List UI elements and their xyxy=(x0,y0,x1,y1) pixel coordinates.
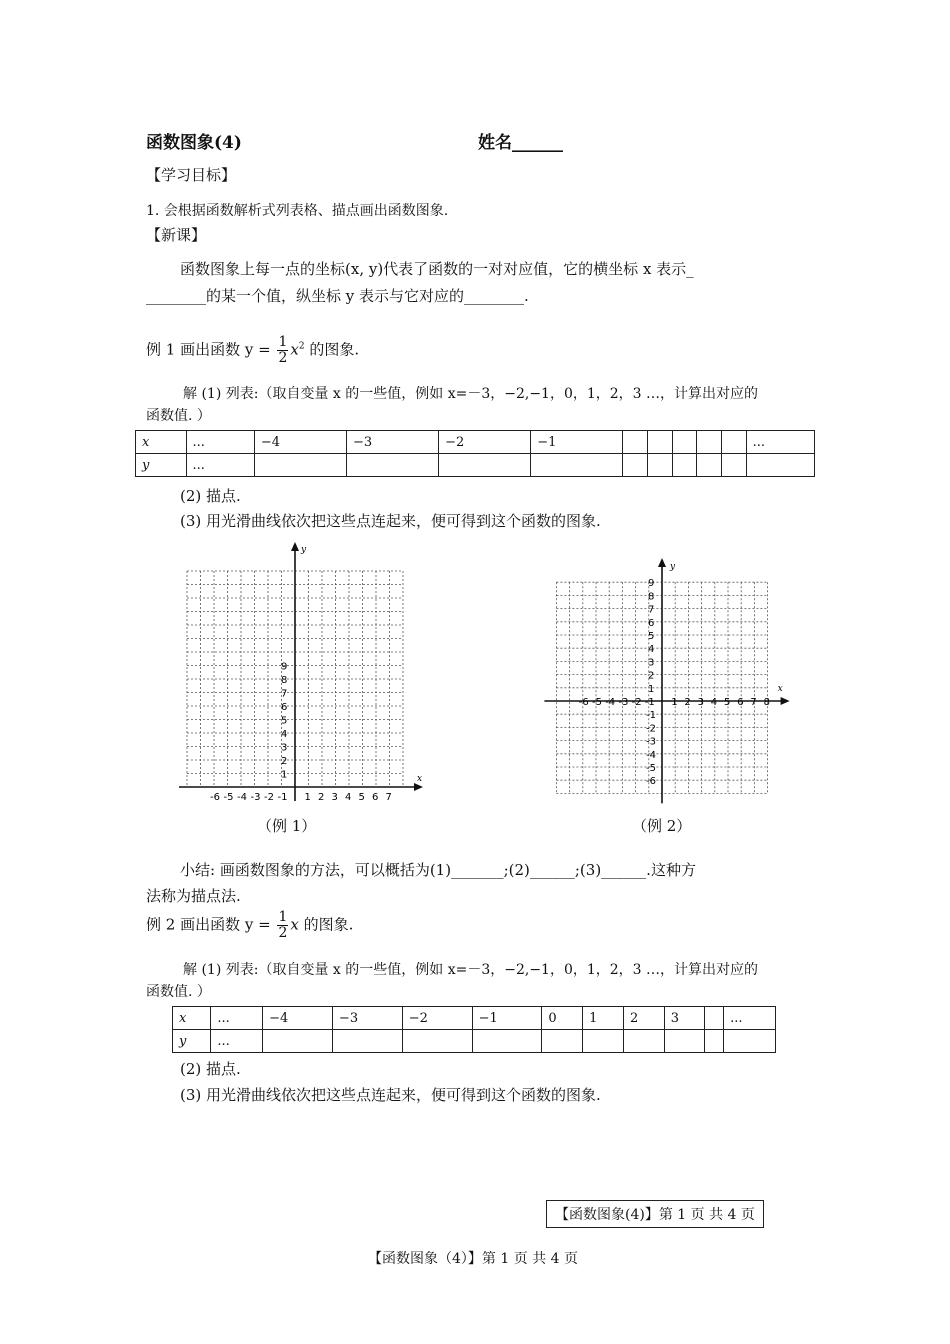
example1-fraction xyxy=(277,335,288,366)
y-axis-label: y xyxy=(670,562,676,572)
table-cell xyxy=(623,454,648,477)
graph2-caption: （例 2） xyxy=(632,817,692,835)
example1-title xyxy=(146,335,359,366)
table-cell xyxy=(697,454,722,477)
table-cell: −1 xyxy=(531,431,623,454)
table-cell xyxy=(254,454,346,477)
objective-item: 1. 会根据函数解析式列表格、描点画出函数图象. xyxy=(146,203,449,219)
x-tick-label: -4 xyxy=(237,792,247,803)
page-footer-box: 【函数图象(4)】第 1 页 共 4 页 xyxy=(546,1200,764,1228)
example2-step2: (2) 描点. xyxy=(180,1060,241,1078)
page-footer: 【函数图象（4）】第 1 页 共 4 页 xyxy=(368,1251,578,1267)
x-tick-label: -3 xyxy=(250,792,261,803)
table-cell xyxy=(402,1030,472,1053)
example1-step3: (3) 用光滑曲线依次把这些点连起来，便可得到这个函数的图象. xyxy=(180,512,601,530)
example1-value-table xyxy=(135,430,815,477)
x-axis-label: x xyxy=(417,774,423,784)
y-tick-label: 5 xyxy=(281,715,288,727)
x-tick-label: 8 xyxy=(763,697,770,708)
example2-label: 例 2 画出函数 y = xyxy=(146,915,271,934)
table-row-x xyxy=(173,1007,776,1030)
page-title: 函数图象(4) xyxy=(146,133,242,153)
x-tick-label: -3 xyxy=(618,697,629,708)
y-axis-arrow xyxy=(291,542,299,551)
x-axis-arrow xyxy=(781,697,790,705)
table-cell: y xyxy=(136,454,187,477)
y-tick-label: 3 xyxy=(281,742,288,754)
example1-step1-line1: 解 (1) 列表:（取自变量 x 的一些值，例如 x=－3，−2,−1，0，1，2，3 …，计算出对应的 xyxy=(183,386,759,402)
table-cell xyxy=(697,431,722,454)
table-cell: ... xyxy=(186,454,254,477)
y-tick-label: -2 xyxy=(646,723,656,735)
y-tick-label: 7 xyxy=(648,604,655,616)
table-cell xyxy=(623,1030,664,1053)
table-row-y xyxy=(136,454,815,477)
y-tick-label: 5 xyxy=(648,631,655,642)
new-lesson-heading: 【新课】 xyxy=(146,226,207,244)
table-row-y xyxy=(173,1030,776,1053)
table-cell: −4 xyxy=(254,431,346,454)
graph-grid-example2 xyxy=(540,555,800,805)
y-tick-label: 2 xyxy=(648,670,655,682)
table-row-x xyxy=(136,431,815,454)
x-tick-label: 7 xyxy=(750,697,757,708)
table-cell xyxy=(347,454,439,477)
x-tick-label: -1 xyxy=(644,697,655,708)
example2-fraction xyxy=(277,910,288,941)
table-cell: ... xyxy=(746,431,814,454)
frac-numerator: 1 xyxy=(278,334,288,350)
example2-variable: x xyxy=(290,915,299,934)
x-tick-label: -5 xyxy=(592,697,602,708)
x-axis-label: x xyxy=(777,684,783,694)
table-cell xyxy=(648,454,673,477)
x-tick-label: 3 xyxy=(331,792,338,803)
x-tick-label: 4 xyxy=(345,792,352,803)
y-tick-label: 1 xyxy=(281,769,288,781)
table-cell xyxy=(623,431,648,454)
table-cell: −2 xyxy=(402,1007,472,1030)
table-cell xyxy=(672,454,697,477)
summary-line2: 法称为描点法. xyxy=(146,887,241,905)
frac-denominator: 2 xyxy=(278,925,288,941)
x-tick-label: -2 xyxy=(264,792,274,803)
name-label: 姓名______ xyxy=(478,133,563,153)
y-tick-label: 8 xyxy=(648,591,655,603)
table-cell: −3 xyxy=(332,1007,402,1030)
y-tick-label: 9 xyxy=(648,578,655,590)
example1-step1-line2: 函数值. ） xyxy=(146,408,211,424)
y-tick-label: 4 xyxy=(281,729,288,740)
x-axis-arrow xyxy=(414,783,423,791)
table-cell xyxy=(672,431,697,454)
y-tick-label: 7 xyxy=(281,688,288,700)
example1-variable: x xyxy=(290,340,299,359)
x-tick-label: -1 xyxy=(277,792,288,803)
table-cell: x xyxy=(136,431,187,454)
x-tick-label: -6 xyxy=(578,697,589,708)
y-tick-label: 3 xyxy=(648,657,655,669)
example2-step1-line2: 函数值. ） xyxy=(146,984,211,1000)
y-tick-label: 6 xyxy=(648,617,655,629)
y-tick-label: -5 xyxy=(646,763,656,774)
table-cell xyxy=(542,1030,583,1053)
x-tick-label: -5 xyxy=(223,792,234,803)
new-lesson-line1: 函数图象上每一点的坐标(x, y)代表了函数的一对对应值，它的横坐标 x 表示_ xyxy=(180,260,694,278)
x-tick-label: 6 xyxy=(372,792,379,803)
x-tick-label: 6 xyxy=(737,697,744,708)
table-cell xyxy=(664,1030,705,1053)
table-cell xyxy=(583,1030,624,1053)
graph-grid-example1 xyxy=(170,540,423,805)
table-cell: ... xyxy=(211,1007,263,1030)
example2-value-table xyxy=(172,1006,776,1053)
table-cell xyxy=(531,454,623,477)
table-cell xyxy=(648,431,673,454)
x-tick-label: 5 xyxy=(358,792,365,803)
table-cell: −3 xyxy=(347,431,439,454)
y-tick-label: 6 xyxy=(281,702,288,713)
frac-denominator: 2 xyxy=(278,350,288,366)
y-tick-label: 9 xyxy=(281,661,288,673)
table-cell: x xyxy=(173,1007,211,1030)
y-axis-arrow xyxy=(658,558,666,567)
example2-suffix: 的图象. xyxy=(303,915,354,934)
x-tick-label: 4 xyxy=(710,697,718,708)
table-cell: 3 xyxy=(664,1007,705,1030)
table-cell: −2 xyxy=(439,431,531,454)
table-cell xyxy=(724,1030,776,1053)
x-tick-label: 7 xyxy=(385,792,392,803)
y-tick-label: -4 xyxy=(646,749,656,761)
objectives-heading: 【学习目标】 xyxy=(146,166,237,184)
example1-suffix: 的图象. xyxy=(309,340,360,359)
table-cell xyxy=(705,1030,724,1053)
table-cell: ... xyxy=(211,1030,263,1053)
y-tick-label: 4 xyxy=(648,644,655,656)
table-cell: 2 xyxy=(623,1007,664,1030)
table-cell xyxy=(721,431,746,454)
example2-title xyxy=(146,910,353,941)
x-tick-label: -2 xyxy=(631,697,642,708)
x-tick-label: -4 xyxy=(605,697,616,708)
table-cell: ... xyxy=(724,1007,776,1030)
y-axis-label: y xyxy=(301,545,307,555)
y-tick-label: 2 xyxy=(281,756,288,767)
table-cell xyxy=(332,1030,402,1053)
y-tick-label: -3 xyxy=(646,736,656,748)
frac-numerator: 1 xyxy=(278,909,288,925)
table-cell: ... xyxy=(186,431,254,454)
example1-step2: (2) 描点. xyxy=(180,487,241,505)
table-cell xyxy=(263,1030,333,1053)
table-cell: −4 xyxy=(263,1007,333,1030)
example1-label: 例 1 画出函数 y = xyxy=(146,340,271,359)
summary-line1: 小结: 画函数图象的方法，可以概括为(1)_______;(2)______;(3)______.这种方 xyxy=(180,861,696,879)
y-tick-label: 8 xyxy=(281,675,288,686)
table-cell: −1 xyxy=(472,1007,542,1030)
x-tick-label: -6 xyxy=(210,792,220,803)
y-tick-label: -6 xyxy=(646,776,656,788)
y-tick-label: 1 xyxy=(648,683,655,695)
table-cell xyxy=(472,1030,542,1053)
table-cell xyxy=(439,454,531,477)
table-cell xyxy=(721,454,746,477)
x-tick-label: 1 xyxy=(671,697,678,708)
graph1-caption: （例 1） xyxy=(257,817,317,835)
table-cell: 1 xyxy=(583,1007,624,1030)
x-tick-label: 3 xyxy=(697,697,704,708)
y-tick-label: -1 xyxy=(646,710,656,722)
x-tick-label: 1 xyxy=(304,792,311,803)
table-cell xyxy=(705,1007,724,1030)
x-tick-label: 2 xyxy=(318,792,325,803)
table-cell: y xyxy=(173,1030,211,1053)
table-cell: 0 xyxy=(542,1007,583,1030)
new-lesson-line2: ________的某一个值，纵坐标 y 表示与它对应的________. xyxy=(146,287,529,305)
table-cell xyxy=(746,454,814,477)
example2-step1-line1: 解 (1) 列表:（取自变量 x 的一些值，例如 x=－3，−2,−1，0，1，2，3 …，计算出对应的 xyxy=(183,962,759,978)
example2-step3: (3) 用光滑曲线依次把这些点连起来，便可得到这个函数的图象. xyxy=(180,1086,601,1104)
example1-exponent: 2 xyxy=(298,341,305,352)
x-tick-label: 2 xyxy=(684,697,691,708)
x-tick-label: 5 xyxy=(724,697,731,708)
